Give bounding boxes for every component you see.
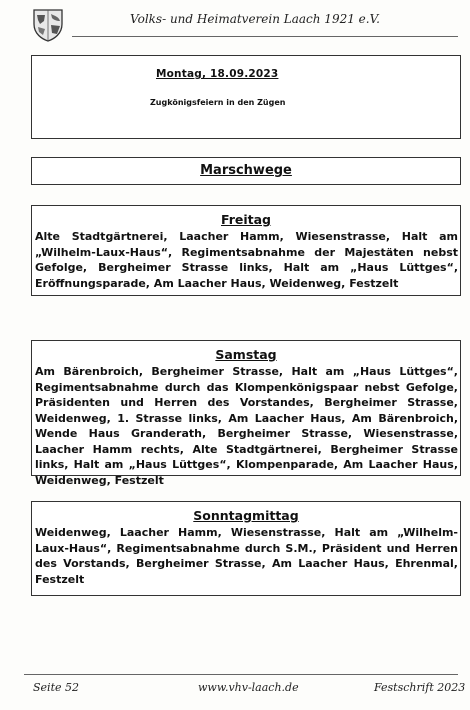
intro-box — [31, 55, 461, 139]
footer-page-number: Seite 52 — [33, 681, 79, 694]
page-header — [0, 0, 470, 42]
section-box — [31, 157, 461, 185]
day-box-sonntagmittag — [31, 501, 461, 596]
day-route-text: Alte Stadtgärtnerei, Laacher Hamm, Wiesenstrasse, Halt am „Wilhelm-Laux-Haus“, Regimentsabnahme der Majestäten nebst Gefolge, Bergheimer Strasse links, Halt am „Haus Lüttges“, Eröffnungsparade, Am Laacher Haus, Weidenweg, Festzelt — [35, 230, 458, 290]
header-rule — [72, 36, 458, 37]
day-title: Freitag — [220, 212, 272, 227]
day-box-freitag — [31, 205, 461, 296]
event-date: Montag, 18.09.2023 — [156, 68, 279, 80]
event-subtitle: Zugkönigsfeiern in den Zügen — [150, 98, 286, 107]
day-route-text: Weidenweg, Laacher Hamm, Wiesenstrasse, Halt am „Wilhelm-Laux-Haus“, Regimentsabnahme durch S.M., Präsident und Herren des Vorstands, Bergheimer Strasse, Am Laacher Haus, Ehrenmal, Festzelt — [35, 526, 458, 586]
footer-publication: Festschrift 2023 — [374, 681, 466, 694]
day-route-text: Am Bärenbroich, Bergheimer Strasse, Halt am „Haus Lüttges“, Regimentsabnahme durch das Klompenkönigspaar nebst Gefolge, Präsidenten und Herren des Vorstandes, Bergheimer Strasse, Weidenweg, 1. Strasse links, Am Laacher Haus, Am Bärenbroich, Wende Haus Granderath, Bergheimer Strasse, Wiesenstrasse, Laacher Hamm rechts, Alte Stadtgärtnerei, Bergheimer Strasse links, Halt am „Haus Lüttges“, Klompenparade, Am Laacher Haus, Weidenweg, Festzelt — [35, 365, 458, 487]
footer-rule — [24, 674, 458, 675]
day-title: Samstag — [215, 347, 277, 362]
crest-icon — [30, 7, 66, 43]
footer-website: www.vhv-laach.de — [198, 681, 299, 694]
day-title: Sonntagmittag — [193, 508, 299, 523]
header-title: Volks- und Heimatverein Laach 1921 e.V. — [130, 12, 380, 26]
day-box-samstag — [31, 340, 461, 487]
section-heading: Marschwege — [200, 163, 292, 178]
